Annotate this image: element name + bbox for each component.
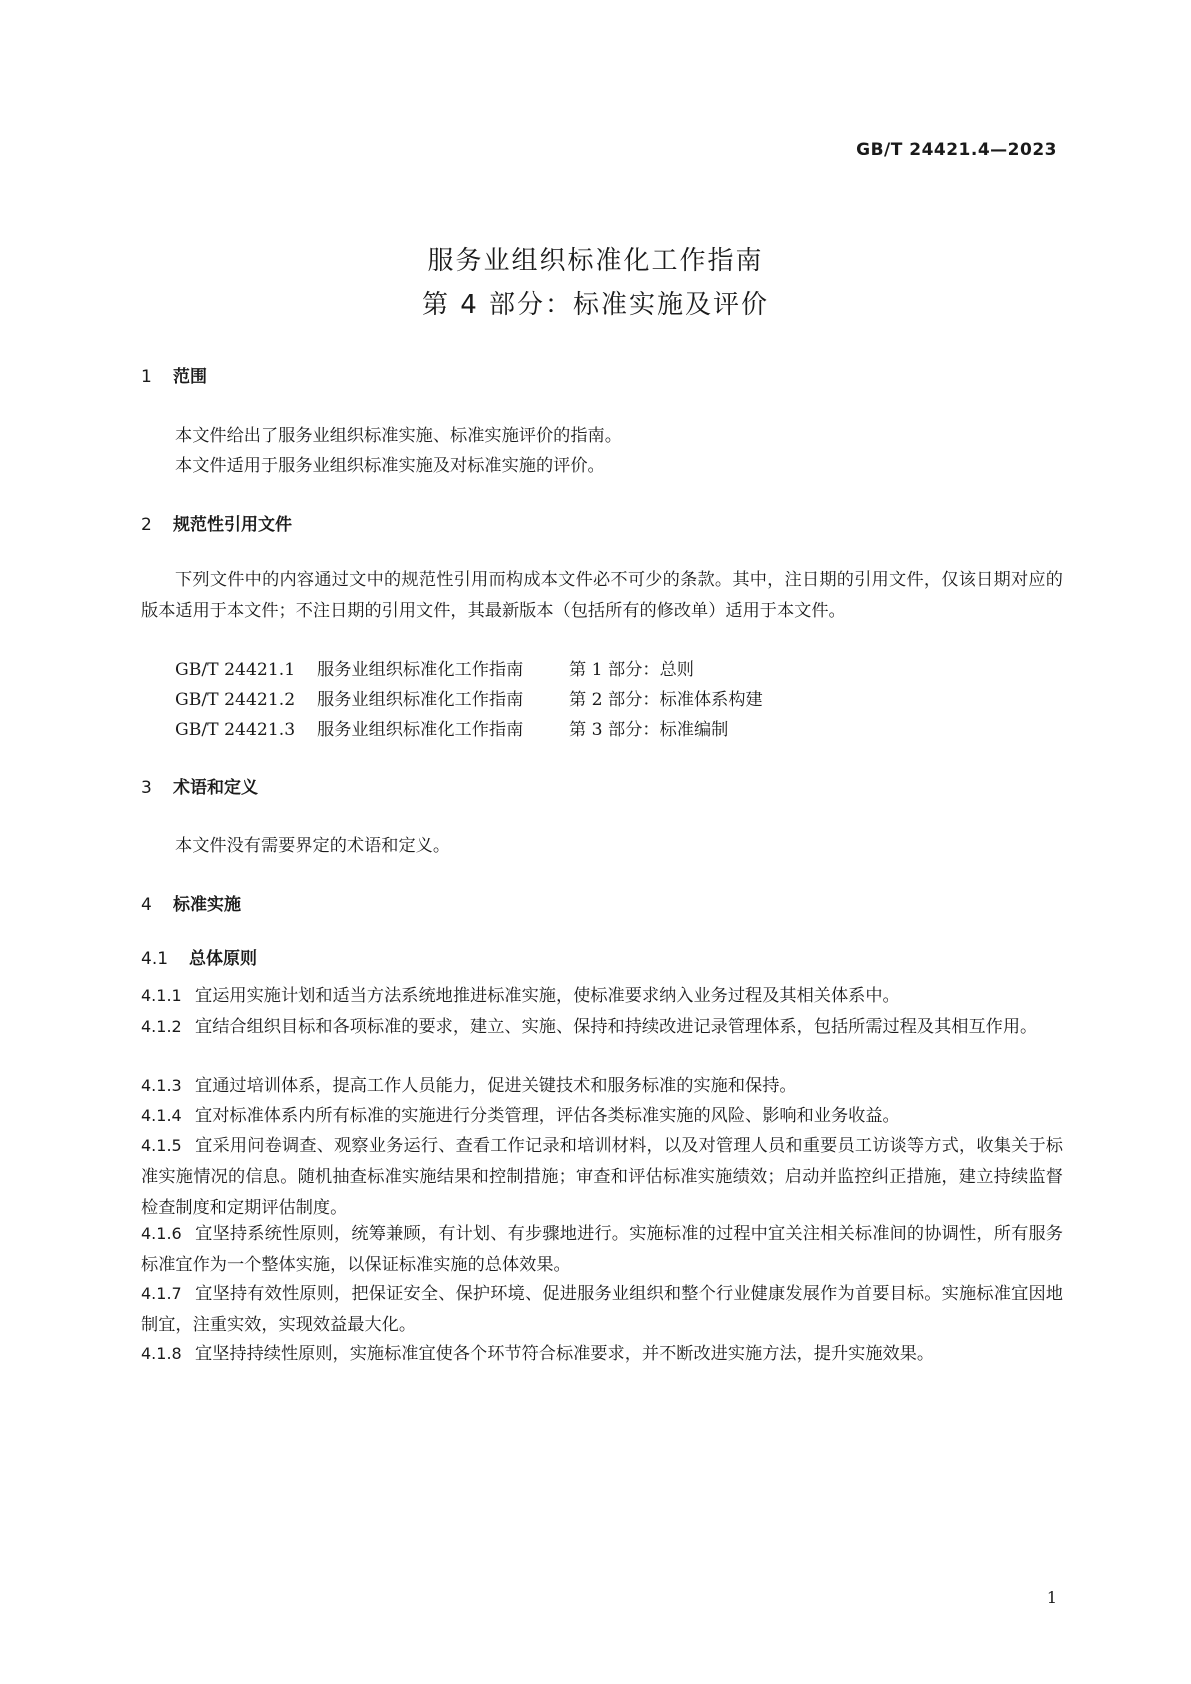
clause-number: 4.1.6 (141, 1224, 182, 1243)
section-title: 规范性引用文件 (173, 515, 292, 535)
section-number: 2 (141, 515, 152, 535)
reference-part: 第 1 部分：总则 (569, 660, 694, 680)
section-heading-scope (141, 362, 207, 387)
clause-text: 宜坚持持续性原则，实施标准宜使各个环节符合标准要求，并不断改进实施方法，提升实施效果。 (195, 1344, 935, 1364)
reference-item (175, 685, 763, 710)
clause-text: 宜坚持有效性原则，把保证安全、保护环境、促进服务业组织和整个行业健康发展作为首要目标。实施标准宜因地制宜，注重实效，实现效益最大化。 (141, 1284, 1063, 1335)
clause (141, 1100, 1063, 1132)
section-number: 1 (141, 367, 152, 387)
clause-number: 4.1.3 (141, 1076, 182, 1095)
reference-code: GB/T 24421.3 (175, 720, 296, 740)
clause (141, 1070, 1063, 1102)
standard-number: GB/T 24421.4—2023 (856, 140, 1057, 160)
clause (141, 1130, 1063, 1224)
clause-text: 宜坚持系统性原则，统筹兼顾，有计划、有步骤地进行。实施标准的过程中宜关注相关标准间的协调性，所有服务标准宜作为一个整体实施，以保证标准实施的总体效果。 (141, 1224, 1063, 1275)
reference-name: 服务业组织标准化工作指南 (317, 660, 524, 680)
reference-name: 服务业组织标准化工作指南 (317, 720, 524, 740)
section-heading-implementation (141, 890, 241, 915)
page-number: 1 (1046, 1588, 1057, 1607)
section-heading-normative-references (141, 510, 292, 535)
section-number: 4 (141, 895, 152, 915)
reference-name: 服务业组织标准化工作指南 (317, 690, 524, 710)
reference-part: 第 2 部分：标准体系构建 (569, 690, 763, 710)
terms-text: 本文件没有需要界定的术语和定义。 (175, 836, 451, 856)
scope-line: 本文件适用于服务业组织标准实施及对标准实施的评价。 (175, 456, 605, 476)
section-heading-terms (141, 773, 258, 798)
clause-text: 宜对标准体系内所有标准的实施进行分类管理，评估各类标准实施的风险、影响和业务收益。 (195, 1106, 900, 1126)
document-title: 服务业组织标准化工作指南 (427, 246, 764, 276)
clause (141, 1338, 1063, 1370)
clause-number: 4.1.7 (141, 1284, 182, 1303)
subsection-number: 4.1 (141, 949, 169, 969)
clause-number: 4.1.5 (141, 1136, 182, 1155)
clause-text: 宜通过培训体系，提高工作人员能力，促进关键技术和服务标准的实施和保持。 (195, 1076, 797, 1096)
reference-code: GB/T 24421.2 (175, 690, 296, 710)
clause (141, 1218, 1063, 1281)
clause (141, 980, 1063, 1012)
clause-text: 宜运用实施计划和适当方法系统地推进标准实施，使标准要求纳入业务过程及其相关体系中。 (195, 986, 900, 1006)
clause-text: 宜采用问卷调查、观察业务运行、查看工作记录和培训材料，以及对管理人员和重要员工访谈等方式，收集关于标准实施情况的信息。随机抽查标准实施结果和控制措施；审查和评估标准实施绩效；启动并监控纠正措施，建立持续监督检查制度和定期评估制度。 (141, 1136, 1063, 1218)
clause-text: 宜结合组织目标和各项标准的要求，建立、实施、保持和持续改进记录管理体系，包括所需过程及其相互作用。 (195, 1017, 1038, 1037)
references-intro: 下列文件中的内容通过文中的规范性引用而构成本文件必不可少的条款。其中，注日期的引用文件，仅该日期对应的版本适用于本文件；不注日期的引用文件，其最新版本（包括所有的修改单）适用于本文件。 (141, 570, 1063, 621)
subsection-title: 总体原则 (189, 949, 257, 969)
clause-number: 4.1.4 (141, 1106, 182, 1125)
subsection-heading-general-principles (141, 944, 257, 969)
document-subtitle: 第 4 部分：标准实施及评价 (421, 290, 770, 320)
reference-item (175, 715, 728, 740)
section-number: 3 (141, 778, 152, 798)
clause-number: 4.1.1 (141, 986, 182, 1005)
section-title: 标准实施 (173, 895, 241, 915)
clause-number: 4.1.2 (141, 1017, 182, 1036)
reference-code: GB/T 24421.1 (175, 660, 296, 680)
scope-line: 本文件给出了服务业组织标准实施、标准实施评价的指南。 (175, 426, 622, 446)
section-title: 术语和定义 (173, 778, 258, 798)
section-title: 范围 (173, 367, 207, 387)
clause-number: 4.1.8 (141, 1344, 182, 1363)
clause (141, 1278, 1063, 1341)
clause (141, 1011, 1063, 1043)
reference-part: 第 3 部分：标准编制 (569, 720, 729, 740)
reference-item (175, 655, 694, 680)
